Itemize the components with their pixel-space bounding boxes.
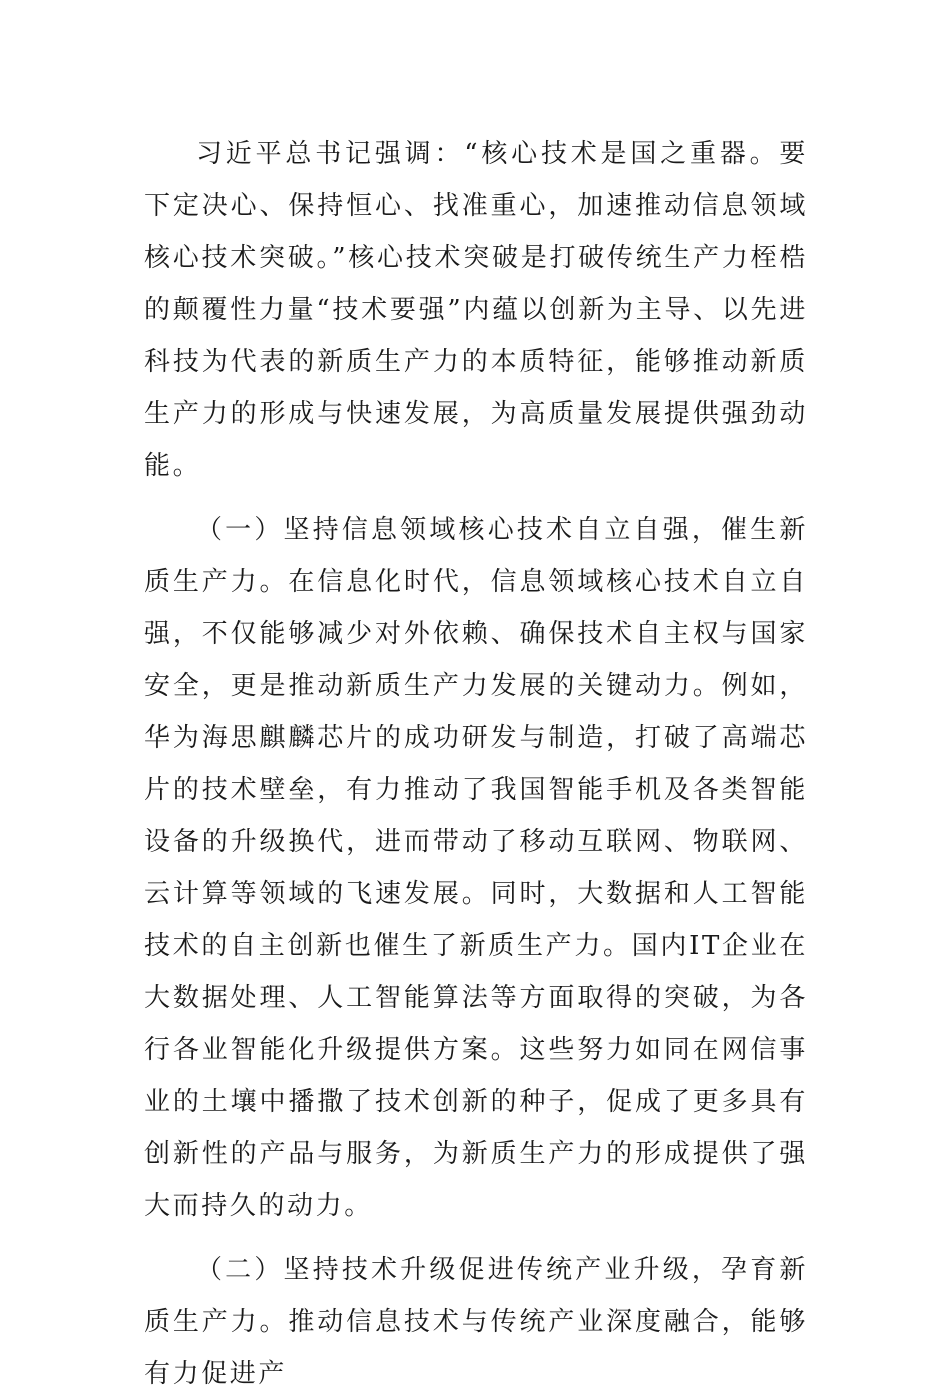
paragraph-section-1: （一）坚持信息领域核心技术自立自强，催生新质生产力。在信息化时代，信息领域核心技术自立自强，不仅能够减少对外依赖、确保技术自主权与国家安全，更是推动新质生产力发展的关键动力。例如，华为海思麒麟芯片的成功研发与制造，打破了高端芯片的技术壁垒，有力推动了我国智能手机及各类智能设备的升级换代，进而带动了移动互联网、物联网、云计算等领域的飞速发展。同时，大数据和人工智能技术的自主创新也催生了新质生产力。国内IT企业在大数据处理、人工智能算法等方面取得的突破，为各行各业智能化升级提供方案。这些努力如同在网信事业的土壤中播撒了技术创新的种子，促成了更多具有创新性的产品与服务，为新质生产力的形成提供了强大而持久的动力。 <box>144 515 808 1221</box>
paragraph-intro: 习近平总书记强调：“核心技术是国之重器。要下定决心、保持恒心、找准重心，加速推动信息领域核心技术突破。”核心技术突破是打破传统生产力桎梏的颠覆性力量“技术要强”内蕴以创新为主导、以先进科技为代表的新质生产力的本质特征，能够推动新质生产力的形成与快速发展，为高质量发展提供强劲动能。 <box>144 139 808 481</box>
document-body <box>144 128 808 1400</box>
paragraph-section-2: （二）坚持技术升级促进传统产业升级，孕育新质生产力。推动信息技术与传统产业深度融合，能够有力促进产 <box>144 1255 808 1389</box>
